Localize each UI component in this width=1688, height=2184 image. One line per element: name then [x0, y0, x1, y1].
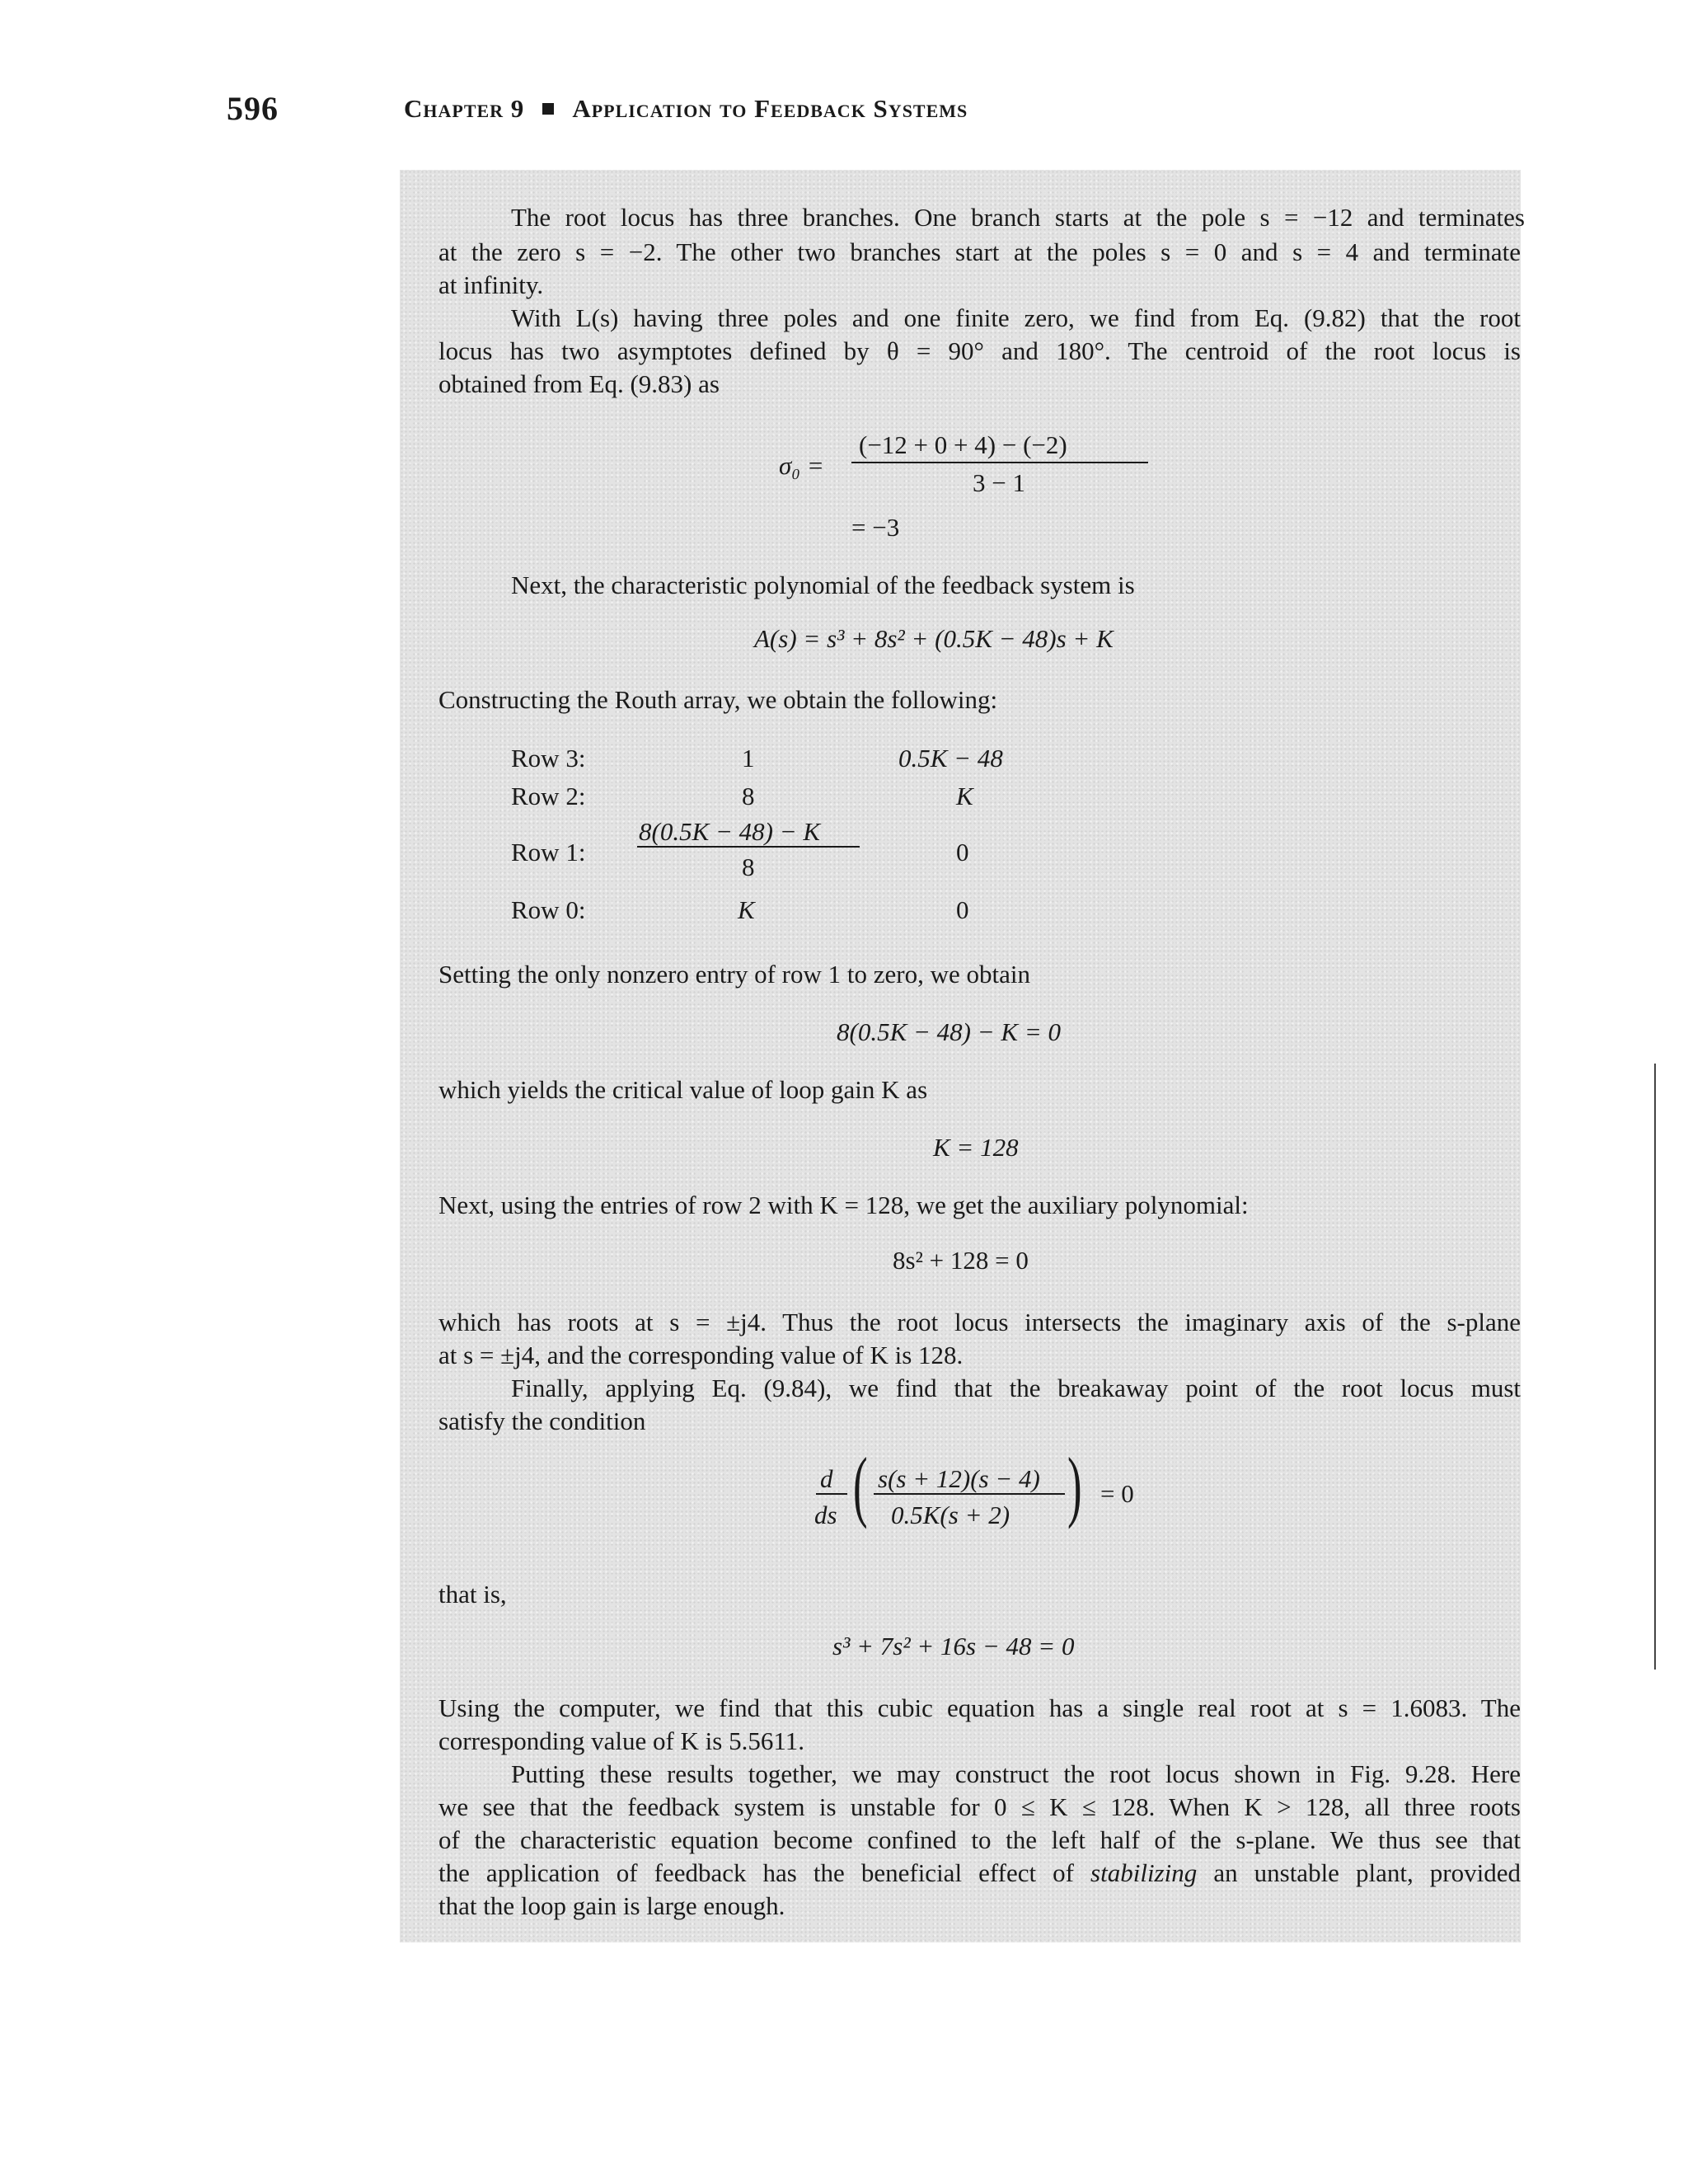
- routh-cell: K: [738, 895, 755, 924]
- text-line: With L(s) having three poles and one finite zero, we find from Eq. (9.82) that the root: [511, 303, 1521, 332]
- text-line: Setting the only nonzero entry of row 1 to zero, we obtain: [438, 960, 1030, 989]
- chapter-heading: [404, 94, 968, 124]
- text-line: at the zero s = −2. The other two branches start at the poles s = 0 and s = 4 and terminate: [438, 237, 1521, 266]
- scan-edge-line: [1654, 1064, 1656, 1670]
- example-panel: [400, 170, 1525, 1942]
- routh-row-label: Row 3:: [511, 744, 586, 773]
- routh-cell: 0: [956, 895, 969, 924]
- routh-cell: 8: [742, 782, 755, 810]
- routh-row-label: Row 2:: [511, 782, 586, 810]
- chapter-title: Application to Feedback Systems: [572, 94, 968, 123]
- text-line: satisfy the condition: [438, 1407, 646, 1435]
- text-line: which yields the critical value of loop gain K as: [438, 1075, 928, 1104]
- text-span: an unstable plant, provided: [1197, 1858, 1521, 1887]
- left-paren: (: [853, 1441, 868, 1529]
- chapter-label: Chapter 9: [404, 94, 525, 123]
- auxiliary-polynomial: 8s² + 128 = 0: [893, 1246, 1029, 1275]
- derivative-ds: ds: [814, 1501, 837, 1529]
- routh-cell: 0.5K − 48: [898, 744, 1003, 773]
- routh-row-label: Row 1:: [511, 838, 586, 867]
- equation-result: = −3: [851, 513, 900, 542]
- text-line: Constructing the Routh array, we obtain the following:: [438, 685, 998, 714]
- text-line: [438, 1860, 1521, 1886]
- emphasis-text: stabilizing: [1090, 1858, 1198, 1887]
- fraction-bar: [637, 846, 860, 848]
- text-line: Putting these results together, we may construct the root locus shown in Fig. 9.28. Here: [511, 1759, 1521, 1788]
- cubic-equation: s³ + 7s² + 16s − 48 = 0: [832, 1632, 1075, 1660]
- text-line: at s = ±j4, and the corresponding value of K is 128.: [438, 1341, 964, 1369]
- fraction-numerator: (−12 + 0 + 4) − (−2): [859, 430, 1067, 459]
- bullet-separator: [542, 103, 554, 115]
- text-line: which has roots at s = ±j4. Thus the root locus intersects the imaginary axis of the s-plane: [438, 1308, 1521, 1336]
- equation-rhs: = 0: [1100, 1479, 1134, 1508]
- text-line: obtained from Eq. (9.83) as: [438, 369, 720, 398]
- text-line: Next, using the entries of row 2 with K = 128, we get the auxiliary polynomial:: [438, 1191, 1249, 1219]
- derivative-d: d: [820, 1464, 833, 1493]
- text-line: Next, the characteristic polynomial of the feedback system is: [511, 571, 1135, 599]
- routh-row-label: Row 0:: [511, 895, 586, 924]
- text-line: that the loop gain is large enough.: [438, 1891, 785, 1920]
- fraction-bar: [851, 462, 1148, 463]
- fraction-denominator: 3 − 1: [973, 468, 1025, 497]
- text-line: we see that the feedback system is unstable for 0 ≤ K ≤ 128. When K > 128, all three roots: [438, 1792, 1521, 1821]
- routh-cell: 1: [742, 744, 755, 773]
- text-line: corresponding value of K is 5.5611.: [438, 1726, 804, 1755]
- page-header: [0, 82, 1688, 132]
- text-line: Using the computer, we find that this cubic equation has a single real root at s = 1.6083. The: [438, 1693, 1521, 1722]
- equation-lhs: σ₀ =: [779, 451, 824, 480]
- text-line: Finally, applying Eq. (9.84), we find that the breakaway point of the root locus must: [511, 1374, 1521, 1402]
- text-line: that is,: [438, 1580, 507, 1609]
- right-paren: ): [1067, 1441, 1082, 1529]
- fraction-numerator: s(s + 12)(s − 4): [878, 1464, 1040, 1493]
- text-line: The root locus has three branches. One branch starts at the pole s = −12 and terminates: [511, 203, 1525, 232]
- characteristic-polynomial: A(s) = s³ + 8s² + (0.5K − 48)s + K: [754, 624, 1114, 653]
- routh-cell-numerator: 8(0.5K − 48) − K: [639, 817, 821, 846]
- routh-cell-denominator: 8: [742, 852, 755, 881]
- routh-cell: 0: [956, 838, 969, 867]
- text-span: the application of feedback has the beneficial effect of: [438, 1858, 1091, 1887]
- text-line: of the characteristic equation become confined to the left half of the s-plane. We thus see that: [438, 1825, 1521, 1854]
- text-line: at infinity.: [438, 270, 544, 299]
- k-value-equation: K = 128: [933, 1133, 1019, 1162]
- fraction-bar: [816, 1493, 847, 1495]
- critical-equation: 8(0.5K − 48) − K = 0: [837, 1017, 1062, 1046]
- routh-cell: K: [956, 782, 973, 810]
- page-number: 596: [227, 90, 279, 127]
- fraction-denominator: 0.5K(s + 2): [891, 1501, 1010, 1529]
- fraction-bar: [874, 1493, 1065, 1495]
- text-line: locus has two asymptotes defined by θ = 90° and 180°. The centroid of the root locus is: [438, 336, 1521, 365]
